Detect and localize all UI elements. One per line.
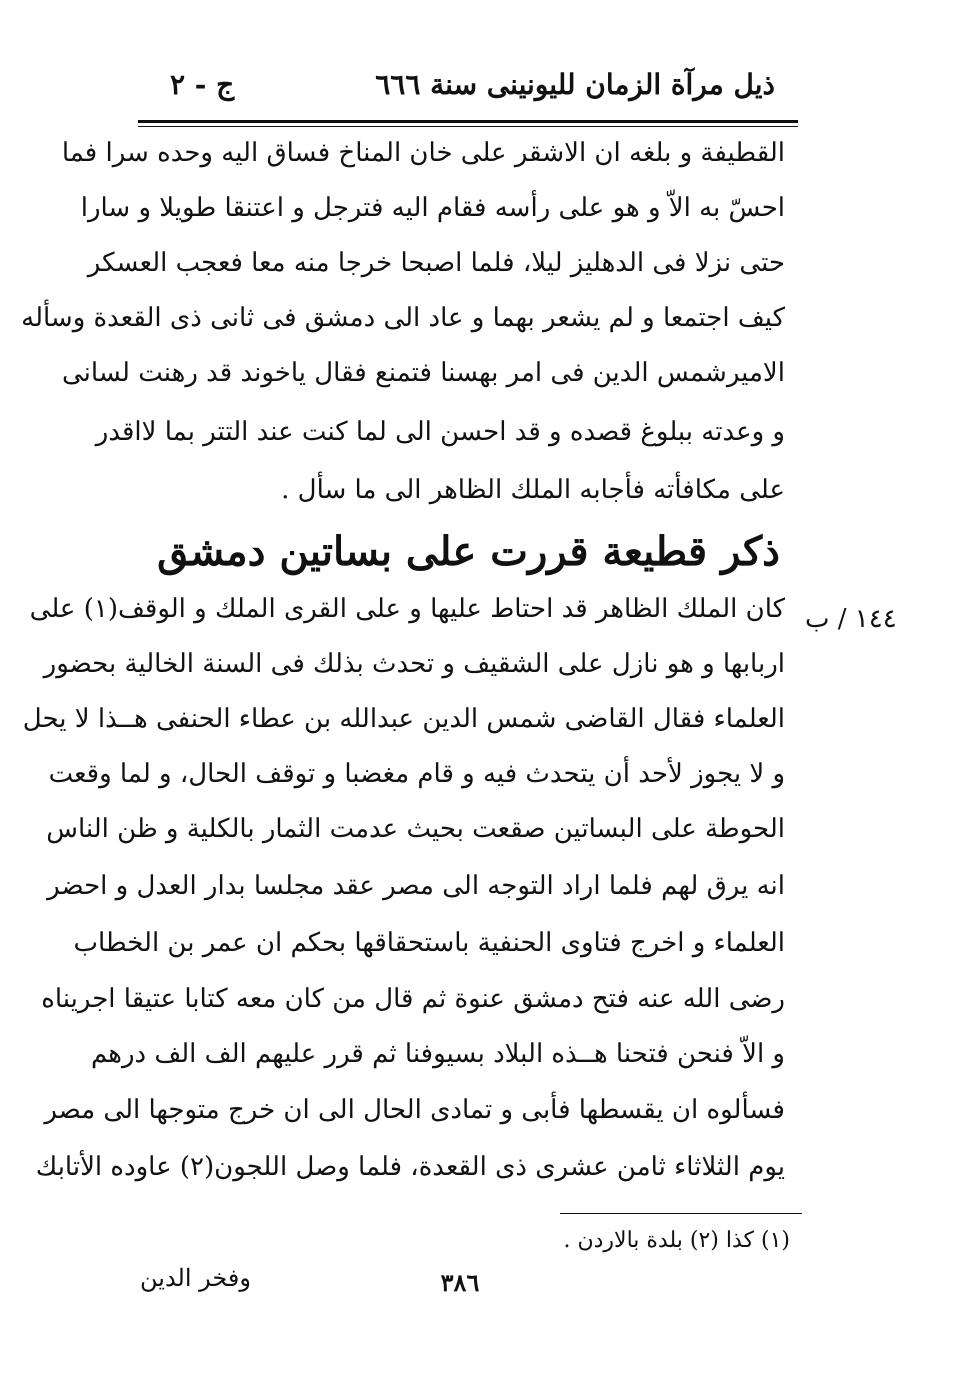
text-line: العلماء و اخرج فتاوى الحنفية باستحقاقها بحكم ان عمر بن الخطاب [73, 928, 785, 958]
catchword: وفخر الدين [140, 1264, 251, 1292]
text-line: و لا يجوز لأحد أن يتحدث فيه و قام مغضبا و توقف الحال، و لما وقعت [48, 759, 785, 789]
folio-margin-note: ١٤٤ / ب [805, 604, 897, 634]
text-line: حتى نزلا فى الدهليز ليلا، فلما اصبحا خرجا منه معا فعجب العسكر [87, 248, 785, 278]
text-line: رضى الله عنه فتح دمشق عنوة ثم قال من كان معه كتابا عتيقا اجريناه [41, 984, 785, 1014]
text-line: القطيفة و بلغه ان الاشقر على خان المناخ فساق اليه وحده سرا فما [61, 138, 785, 168]
footnote: (١) كذا (٢) بلدة بالاردن . [563, 1228, 790, 1253]
text-line: على مكافأته فأجابه الملك الظاهر الى ما سأل . [281, 475, 785, 505]
page-number: ٣٨٦ [440, 1268, 480, 1297]
text-line: و الاّ فنحن فتحنا هــذه البلاد بسيوفنا ثم قرر عليهم الف الف درهم [90, 1039, 785, 1069]
header-rule-thin [138, 126, 798, 127]
running-header [140, 62, 790, 112]
volume-number: ج - ٢ [170, 68, 235, 101]
text-line: اربابها و هو نازل على الشقيف و تحدث بذلك فى السنة الخالية بحضور [43, 649, 785, 679]
text-line: انه يرق لهم فلما اراد التوجه الى مصر عقد مجلسا بدار العدل و احضر [47, 871, 785, 901]
text-line: الحوطة على البساتين صقعت بحيث عدمت الثمار بالكلية و ظن الناس [46, 814, 785, 844]
paragraph-1 [21, 130, 785, 520]
text-line: يوم الثلاثاء ثامن عشرى ذى القعدة، فلما وصل اللجون(٢) عاوده الأتابك [35, 1152, 785, 1182]
text-line: العلماء فقال القاضى شمس الدين عبدالله بن عطاء الحنفى هــذا لا يحل [22, 704, 785, 734]
section-heading: ذكر قطيعة قررت على بساتين دمشق [157, 528, 780, 575]
header-title: ذيل مرآة الزمان لليونينى سنة ٦٦٦ [375, 68, 775, 101]
header-rule-thick [138, 120, 798, 123]
text-line: فسألوه ان يقسطها فأبى و تمادى الحال الى ان خرج متوجها الى مصر [44, 1095, 785, 1125]
text-line: احسّ به الاّ و هو على رأسه فقام اليه فترجل و اعتنقا طويلا و سارا [80, 193, 785, 223]
text-line: و وعدته ببلوغ قصده و قد احسن الى لما كنت عند التتر بما لااقدر [95, 417, 785, 447]
text-line: كيف اجتمعا و لم يشعر بهما و عاد الى دمشق فى ثانى ذى القعدة وسأله [21, 303, 785, 333]
text-line: الاميرشمس الدين فى امر بهسنا فتمنع فقال ياخوند قد رهنت لسانى [62, 358, 785, 388]
text-line: كان الملك الظاهر قد احتاط عليها و على القرى الملك و الوقف(١) على [29, 594, 785, 624]
footnote-divider [560, 1213, 802, 1214]
paragraph-2 [22, 588, 785, 1208]
